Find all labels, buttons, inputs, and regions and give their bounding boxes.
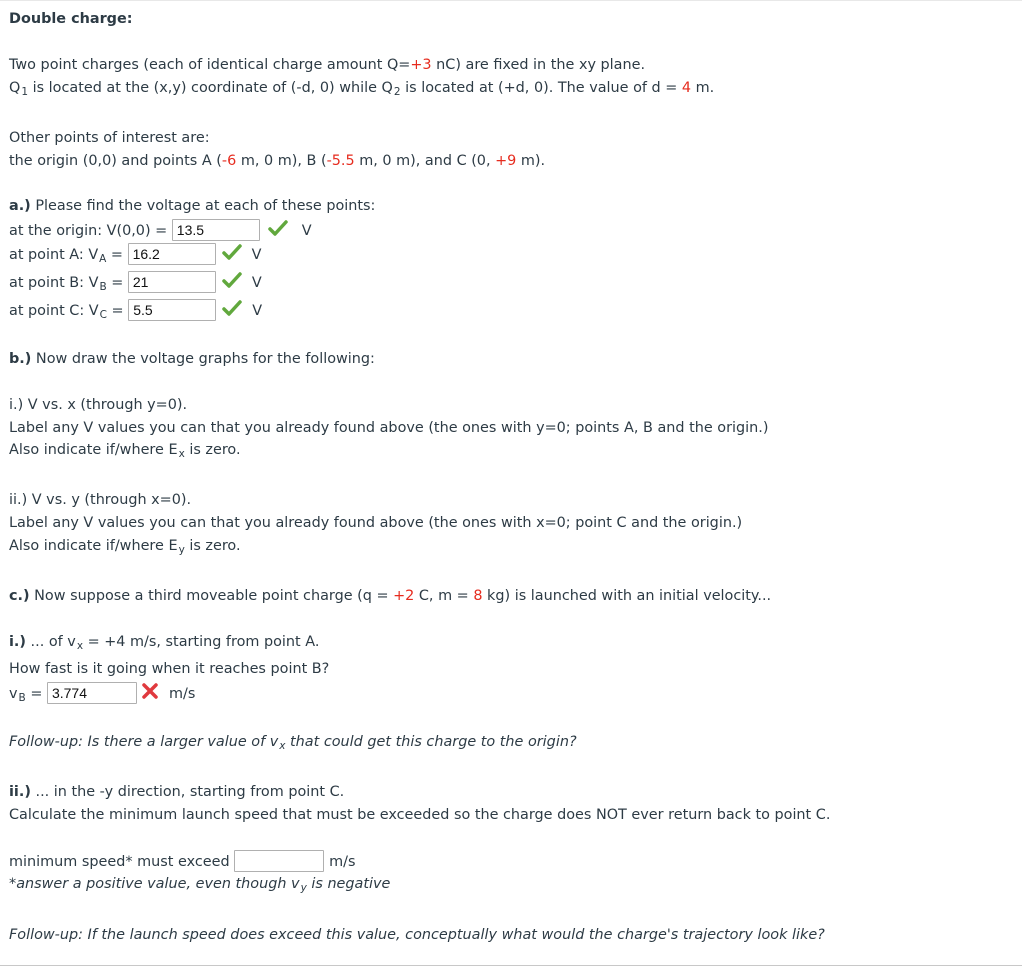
third-charge-value: +2 [393,588,415,604]
subscript: 2 [393,86,401,98]
point-c-y-value: +9 [495,153,517,169]
part-c-ii-prompt [9,783,344,801]
part-a-prompt [9,197,375,215]
intro-text: is located at (+d, 0). The value of d = [400,80,682,96]
unit-label: V [251,275,262,291]
point-c-voltage-input[interactable]: 5.5 [128,299,216,321]
part-c-i-prompt [9,633,319,652]
point-a-voltage-input[interactable]: 16.2 [128,243,216,265]
part-c-ii-question: Calculate the minimum launch speed that must be exceeded so the charge does NOT ever return back to point C. [9,807,831,823]
part-b-ii-ey-zero [9,537,241,556]
follow-up-2: Follow-up: If the launch speed does exceed this value, conceptually what would the charge's trajectory look like? [9,927,825,943]
part-b-ii-instructions: Label any V values you can that you already found above (the ones with x=0; point C and the origin.) [9,515,743,531]
note-text: *answer a positive value, even though v [9,876,300,892]
point-a-voltage-label: at point A: V [9,247,99,263]
follow-up-1 [9,733,577,752]
intro-text: is located at the (x,y) coordinate of (-d, 0) while Q [28,80,393,96]
checkmark-icon [268,220,288,241]
part-b-label: b.) [9,351,32,367]
part-c-text: ... of v [25,634,76,650]
minimum-speed-note [9,875,390,894]
part-b-i-instructions: Label any V values you can that you already found above (the ones with y=0; points A, B and the origin.) [9,420,769,436]
part-c-text: C, m = [414,588,474,604]
intro-text: Q [9,80,21,96]
checkmark-icon [222,300,242,321]
poi-text: the origin (0,0) and points A ( [9,153,222,169]
subscript: y [300,882,307,894]
part-b-text: Also indicate if/where E [9,538,178,554]
intro-line-1 [9,56,645,74]
subscript: C [99,309,107,321]
part-a-label: a.) [9,198,31,214]
checkmark-icon [222,272,242,293]
poi-line-2 [9,152,545,170]
minimum-speed-row [9,851,356,873]
part-b-text: is zero. [184,442,241,458]
problem-title: Double charge: [9,11,133,27]
subscript: y [178,544,185,556]
part-c-text: = +4 m/s, starting from point A. [83,634,320,650]
point-c-voltage-label: at point C: V [9,303,99,319]
part-c-i-label: i.) [9,634,26,650]
equals-sign: = [106,275,128,291]
subscript: 1 [21,86,29,98]
part-b-i-title: i.) V vs. x (through y=0). [9,397,188,413]
poi-text: m). [516,153,546,169]
part-b-prompt [9,350,375,368]
speed-at-b-input[interactable]: 3.774 [47,682,137,704]
part-b-text: Now draw the voltage graphs for the following: [31,351,375,367]
intro-line-2 [9,79,714,98]
intro-text: Two point charges (each of identical charge amount Q= [9,57,411,73]
part-b-text: is zero. [184,538,241,554]
minimum-speed-input[interactable] [234,850,324,872]
part-c-text: Now suppose a third moveable point charge (q = [29,588,394,604]
point-b-x-value: -5.5 [326,153,355,169]
part-b-text: Also indicate if/where E [9,442,178,458]
part-c-i-question: How fast is it going when it reaches point B? [9,661,330,677]
x-mark-icon [141,683,159,704]
part-c-ii-label: ii.) [9,784,31,800]
origin-voltage-input[interactable]: 13.5 [172,219,260,241]
checkmark-icon [222,244,242,265]
point-b-voltage-input[interactable]: 21 [128,271,216,293]
unit-label: V [251,247,262,263]
follow-up-text: Follow-up: Is there a larger value of v [9,734,279,750]
subscript: A [99,253,107,265]
unit-label: m/s [329,854,356,870]
point-a-voltage-row [9,244,261,266]
mass-value: 8 [473,588,483,604]
follow-up-text: that could get this charge to the origin? [285,734,577,750]
intro-text: nC) are fixed in the xy plane. [431,57,646,73]
part-c-prompt [9,587,771,605]
poi-line-1: Other points of interest are: [9,130,210,146]
note-text: is negative [306,876,391,892]
distance-value: 4 [681,80,692,96]
part-b-ii-title: ii.) V vs. y (through x=0). [9,492,192,508]
unit-label: V [301,223,312,239]
equals-sign: = [106,247,128,263]
poi-text: m, 0 m), B ( [236,153,327,169]
point-b-voltage-label: at point B: V [9,275,99,291]
point-c-voltage-row [9,300,262,322]
part-a-text: Please find the voltage at each of these points: [30,198,376,214]
point-a-x-value: -6 [221,153,237,169]
speed-at-b-label: v [9,686,18,702]
equals-sign: = [25,686,47,702]
unit-label: m/s [168,686,196,702]
origin-voltage-label: at the origin: V(0,0) = [9,223,172,239]
part-c-text: ... in the -y direction, starting from point C. [30,784,345,800]
intro-text: m. [691,80,715,96]
charge-value: +3 [410,57,432,73]
subscript: x [178,448,185,460]
unit-label: V [252,303,263,319]
point-b-voltage-row [9,272,262,294]
origin-voltage-row [9,220,312,242]
part-c-label: c.) [9,588,30,604]
subscript: B [18,692,26,704]
part-b-i-ex-zero [9,441,241,460]
subscript: x [76,640,84,652]
speed-at-b-row [9,683,195,705]
subscript: x [279,740,286,752]
equals-sign: = [106,303,129,319]
part-c-text: kg) is launched with an initial velocity... [482,588,772,604]
poi-text: m, 0 m), and C (0, [354,153,496,169]
subscript: B [99,281,107,293]
minimum-speed-label: minimum speed* must exceed [9,854,235,870]
